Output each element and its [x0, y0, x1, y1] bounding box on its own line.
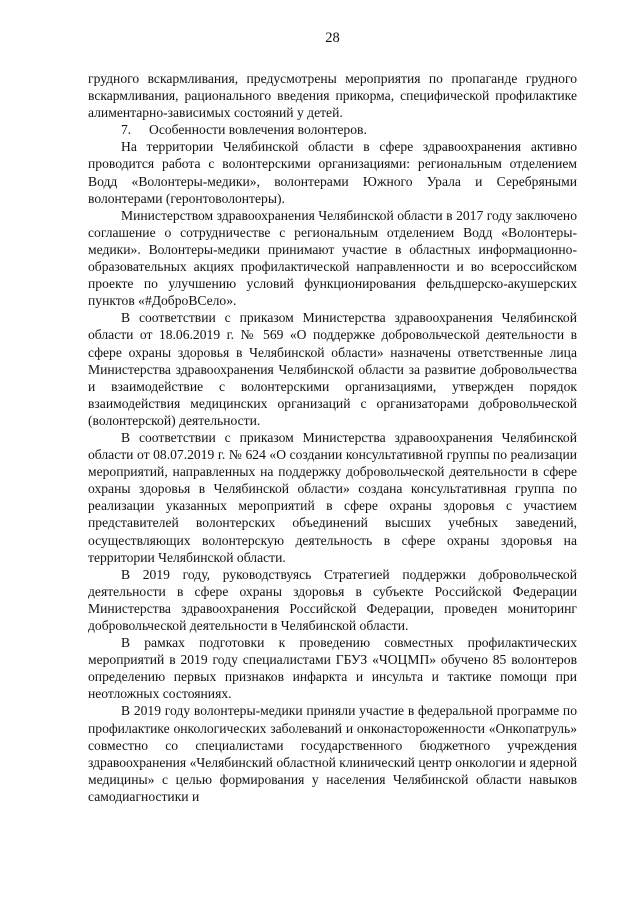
paragraph: В 2019 году, руководствуясь Стратегией поддержки добровольческой деятельности в сфере охраны здоровья в субъекте Российской Федерации Министерства здравоохранения Российской Федерации, проведен мониторинг добровольческой деятельности в Челябинской области. — [88, 566, 577, 633]
paragraph: На территории Челябинской области в сфере здравоохранения активно проводится работа с волонтерскими организациями: региональным отделением Водд «Волонтеры-медики», волонтерами Южного Урала и Серебряными волонтерами (геронтоволонтеры). — [88, 139, 577, 206]
continued-paragraph: грудного вскармливания, предусмотрены мероприятия по пропаганде грудного вскармливания, рационального введения прикорма, специфической профилактике алиментарно-зависимых состояний у детей. — [88, 71, 577, 121]
document-body — [88, 70, 577, 805]
section-title: Особенности вовлечения волонтеров. — [149, 122, 367, 138]
paragraph: Министерством здравоохранения Челябинской области в 2017 году заключено соглашение о сотрудничестве с региональным отделением Водд «Волонтеры-медики». Волонтеры-медики принимают участие в областных информационно-образовательных акциях профилактической направленности и во всероссийском проекте по улучшению условий функционирования фельдшерско-акушерских пунктов «#ДоброВСело». — [88, 207, 577, 309]
paragraph: В соответствии с приказом Министерства здравоохранения Челябинской области от 08.07.2019 г. № 624 «О создании консультативной группы по реализации мероприятий, направленных на поддержку добровольческой деятельности в сфере охраны здоровья в Челябинской области» создана консультативная группа по реализации указанных мероприятий в сфере охраны здоровья с участием представителей волонтерских объединений высших учебных заведений, осуществляющих волонтерскую деятельность в сфере охраны здоровья на территории Челябинской области. — [88, 429, 577, 565]
paragraph: В 2019 году волонтеры-медики приняли участие в федеральной программе по профилактике онкологических заболеваний и онконастороженности «Онкопатруль» совместно со специалистами государственного бюджетного учреждения здравоохранения «Челябинский областной клинический центр онкологии и ядерной медицины» с целью формирования у населения Челябинской области навыков самодиагностики и — [88, 703, 577, 804]
paragraph: В соответствии с приказом Министерства здравоохранения Челябинской области от 18.06.2019 г. № 569 «О поддержке добровольческой деятельности в сфере охраны здоровья в Челябинской области» назначены ответственные лица Министерства здравоохранения Челябинской области за развитие добровольчества и взаимодействие с волонтерскими организациями, утвержден порядок взаимодействия медицинских организаций с организаторами добровольческой (волонтерской) деятельности. — [88, 310, 577, 428]
section-number: 7. — [121, 122, 132, 138]
paragraph: В рамках подготовки к проведению совместных профилактических мероприятий в 2019 году специалистами ГБУЗ «ЧОЦМП» обучено 85 волонтеров определению первых признаков инфаркта и инсульта и тактике помощи при неотложных состояниях. — [88, 635, 577, 702]
section-heading — [88, 121, 577, 138]
page-number: 28 — [325, 30, 340, 46]
